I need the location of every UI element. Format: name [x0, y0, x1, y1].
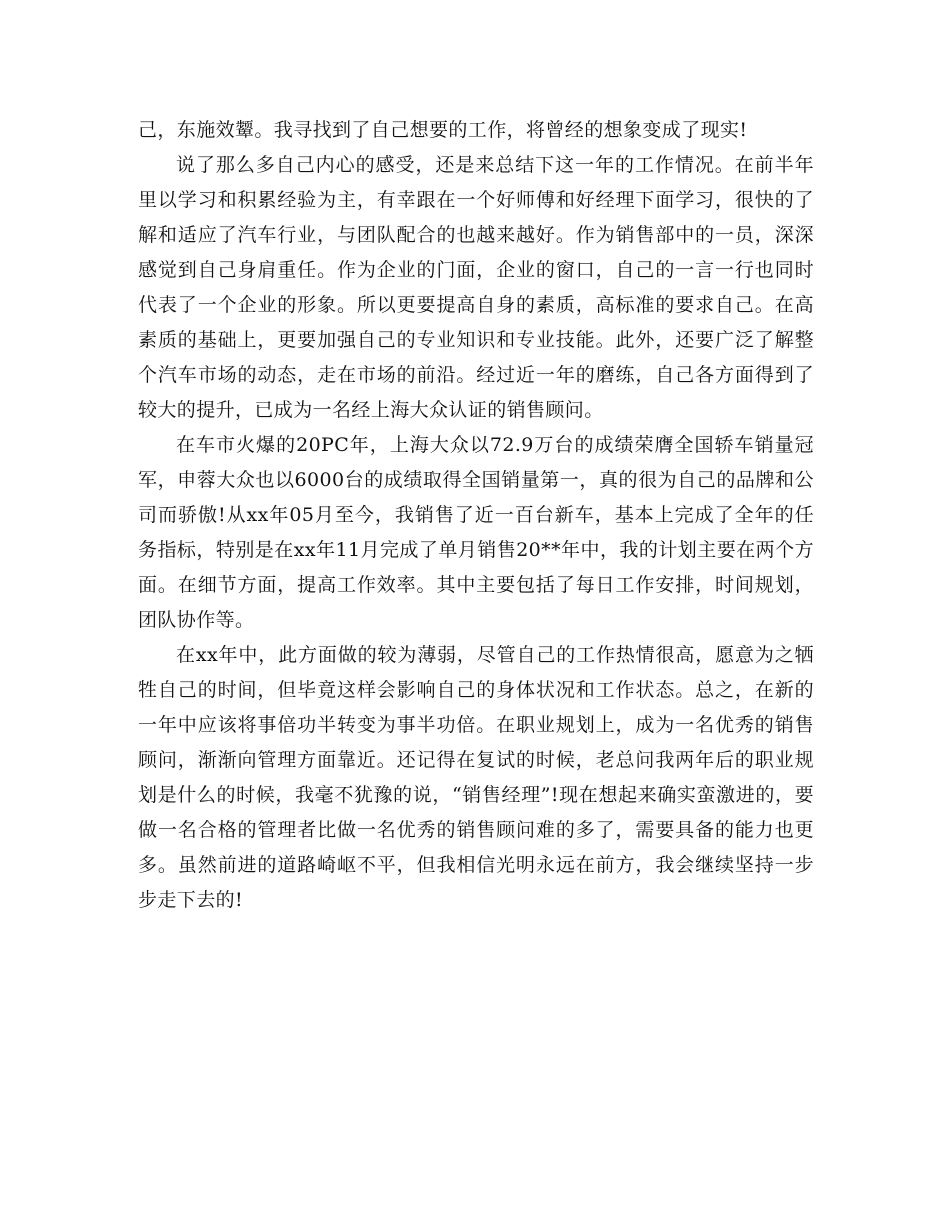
paragraph-sales-results: 在车市火爆的20PC年，上海大众以72.9万台的成绩荣膺全国轿车销量冠军，申蓉大众也以6000台的成绩取得全国销量第一，真的很为自己的品牌和公司而骄傲!从xx年05月至今，我销售了近一百台新车，基本上完成了全年的任务指标，特别是在xx年11月完成了单月销售20**年中，我的计划主要在两个方面。在细节方面，提高工作效率。其中主要包括了每日工作安排，时间规划，团队协作等。 [138, 434, 814, 631]
paragraph-career-plan: 在xx年中，此方面做的较为薄弱，尽管自己的工作热情很高，愿意为之牺牲自己的时间，但毕竟这样会影响自己的身体状况和工作状态。总之，在新的一年中应该将事倍功半转变为事半功倍。在职业规划上，成为一名优秀的销售顾问，渐渐向管理方面靠近。还记得在复试的时候，老总问我两年后的职业规划是什么的时候，我毫不犹豫的说，“销售经理”!现在想起来确实蛮激进的，要做一名合格的管理者比做一名优秀的销售顾问难的多了，需要具备的能力也更多。虽然前进的道路崎岖不平，但我相信光明永远在前方，我会继续坚持一步步走下去的! [138, 644, 814, 911]
paragraph-continuation: 己，东施效颦。我寻找到了自己想要的工作，将曾经的想象变成了现实! [138, 119, 748, 141]
document-body [138, 113, 814, 918]
paragraph-work-summary: 说了那么多自己内心的感受，还是来总结下这一年的工作情况。在前半年里以学习和积累经验为主，有幸跟在一个好师傅和好经理下面学习，很快的了解和适应了汽车行业，与团队配合的也越来越好。作为销售部中的一员，深深感觉到自己身肩重任。作为企业的门面，企业的窗口，自己的一言一行也同时代表了一个企业的形象。所以更要提高自身的素质，高标准的要求自己。在高素质的基础上，更要加强自己的专业知识和专业技能。此外，还要广泛了解整个汽车市场的动态，走在市场的前沿。经过近一年的磨练，自己各方面得到了较大的提升，已成为一名经上海大众认证的销售顾问。 [138, 154, 814, 421]
